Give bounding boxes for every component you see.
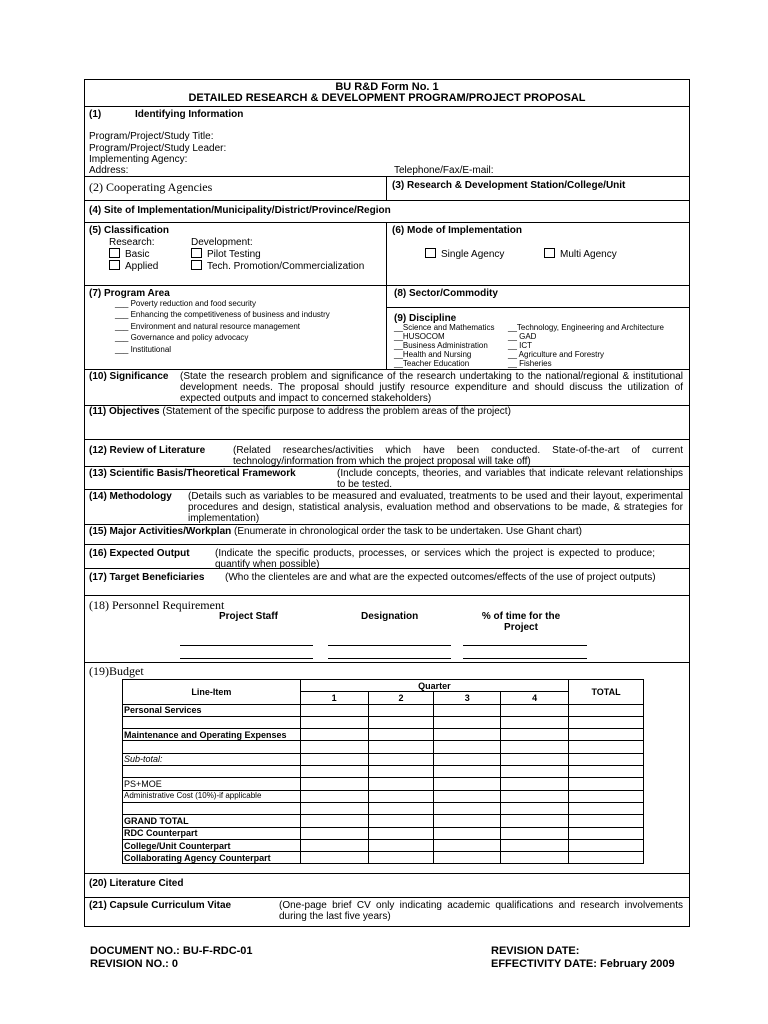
program-area-item: ___ Institutional (115, 345, 172, 354)
section-program-area-row (85, 286, 689, 370)
form-header (85, 80, 689, 107)
column-divider (386, 223, 387, 370)
budget-row-label: Personal Services (123, 704, 301, 716)
budget-row (123, 704, 644, 716)
program-area-item: ___ Environment and natural resource management (115, 322, 300, 331)
section-14-text: (Details such as variables to be measured and evaluated, treatments to be used and their layout, experimental procedures and design, statistical analysis, evaluation method and observations to be made, & strategies for implementation) (188, 491, 683, 524)
budget-row (123, 778, 644, 790)
budget-row-label (123, 716, 301, 728)
section-16-text: (Indicate the specific products, processes, or services which the project is expected to produce; quantify when possible) (215, 548, 655, 570)
section-8-title: (8) Sector/Commodity (394, 288, 498, 299)
budget-row (123, 815, 644, 827)
line-item-header: Line-Item (123, 680, 301, 705)
basic-checkbox[interactable] (109, 248, 120, 258)
section-curriculum-vitae (85, 898, 689, 926)
section-cooperating-agencies-row (85, 177, 689, 201)
quarter-4-header: 4 (501, 692, 569, 704)
section-scientific-basis (85, 467, 689, 490)
multi-agency-checkbox[interactable] (544, 248, 555, 258)
discipline-item: __HUSOCOM (394, 332, 445, 341)
section-target-beneficiaries (85, 569, 689, 596)
document-number: DOCUMENT NO.: BU-F-RDC-01 (90, 945, 253, 957)
section-16-label: (16) Expected Output (89, 548, 190, 559)
section-19-title: (19)Budget (89, 664, 144, 678)
section-13-text: (Include concepts, theories, and variables that indicate relevant relationships to be tested. (337, 468, 683, 490)
budget-row (123, 729, 644, 741)
address-field-label: Address: (89, 165, 129, 176)
section-4-title: (4) Site of Implementation/Municipality/District/Province/Region (89, 205, 391, 216)
total-header: TOTAL (569, 680, 644, 705)
section-15-line: (15) Major Activities/Workplan (Enumerate in chronological order the task to be undertaken. Use Ghant chart) (89, 526, 583, 537)
quarter-2-header: 2 (368, 692, 434, 704)
project-staff-header: Project Staff (219, 611, 278, 622)
discipline-item: __ Agriculture and Forestry (508, 350, 605, 359)
proposal-form (84, 79, 690, 927)
applied-option[interactable]: Applied (109, 260, 158, 272)
quarter-3-header: 3 (434, 692, 501, 704)
percent-blank-line[interactable] (463, 645, 587, 646)
telephone-field-label: Telephone/Fax/E-mail: (394, 165, 494, 176)
budget-row-label (123, 766, 301, 778)
budget-row (123, 852, 644, 864)
budget-row-label (123, 741, 301, 753)
agency-field-label: Implementing Agency: (89, 154, 188, 165)
section-21-label: (21) Capsule Curriculum Vitae (89, 900, 232, 911)
discipline-item: __ GAD (508, 332, 537, 341)
staff-blank-line[interactable] (180, 658, 313, 659)
pilot-testing-checkbox[interactable] (191, 248, 202, 258)
budget-row-label: Maintenance and Operating Expenses (123, 729, 301, 741)
program-area-item: ___ Enhancing the competitiveness of business and industry (115, 310, 330, 319)
budget-row-label: Sub-total: (123, 753, 301, 765)
applied-checkbox[interactable] (109, 260, 120, 270)
budget-row (123, 741, 644, 753)
tech-promotion-checkbox[interactable] (191, 260, 202, 270)
section-expected-output (85, 545, 689, 569)
discipline-item: __Technology, Engineering and Architecture (508, 323, 664, 332)
budget-row (123, 827, 644, 839)
section-18-title: (18) Personnel Requirement (89, 598, 225, 612)
effectivity-date: EFFECTIVITY DATE: February 2009 (491, 958, 675, 970)
discipline-item: __Teacher Education (394, 359, 470, 368)
section-14-label: (14) Methodology (89, 491, 172, 502)
designation-blank-line[interactable] (328, 645, 451, 646)
section-20-title: (20) Literature Cited (89, 878, 184, 889)
section-12-label: (12) Review of Literature (89, 445, 206, 456)
section-17-label: (17) Target Beneficiaries (89, 572, 205, 583)
pilot-testing-option[interactable]: Pilot Testing (191, 248, 261, 260)
section-7-title: (7) Program Area (89, 288, 170, 299)
percent-time-header: % of time for the Project (481, 611, 561, 633)
section-identifying-information (85, 107, 689, 177)
section-21-text: (One-page brief CV only indicating academic qualifications and research involvements during the last five years) (279, 900, 683, 922)
quarter-1-header: 1 (300, 692, 368, 704)
section-10-text: (State the research problem and significance of the research undertaking to the national/regional & institutional development needs. The proposal should justify resource expenditure and should discuss the utilization of expected outputs and impact to concerned stakeholders) (180, 371, 683, 404)
section-significance (85, 370, 689, 406)
percent-blank-line[interactable] (463, 658, 587, 659)
column-divider (386, 177, 387, 201)
section-site (85, 201, 689, 223)
basic-option[interactable]: Basic (109, 248, 149, 260)
section-classification-row (85, 223, 689, 286)
program-area-item: ___ Poverty reduction and food security (115, 299, 256, 308)
leader-field-label: Program/Project/Study Leader: (89, 143, 227, 154)
revision-number: REVISION NO.: 0 (90, 958, 179, 970)
budget-row (123, 790, 644, 802)
discipline-item: __ ICT (508, 341, 533, 350)
form-title: DETAILED RESEARCH & DEVELOPMENT PROGRAM/PROJECT PROPOSAL (188, 92, 586, 104)
sector-divider (386, 307, 689, 308)
program-area-item: ___ Governance and policy advocacy (115, 333, 249, 342)
section-methodology (85, 490, 689, 525)
budget-row (123, 766, 644, 778)
staff-blank-line[interactable] (180, 645, 313, 646)
section-objectives (85, 406, 689, 440)
budget-row-label: RDC Counterpart (123, 827, 301, 839)
title-field-label: Program/Project/Study Title: (89, 131, 214, 142)
section-6-title: (6) Mode of Implementation (392, 225, 522, 236)
section-review-of-literature (85, 440, 689, 467)
section-2-title: (2) Cooperating Agencies (89, 180, 213, 194)
section-13-label: (13) Scientific Basis/Theoretical Framework (89, 468, 296, 479)
section-workplan (85, 525, 689, 545)
budget-row (123, 753, 644, 765)
single-agency-option[interactable]: Single Agency (425, 248, 504, 260)
quarter-header: Quarter (300, 680, 568, 692)
section-12-text: (Related researches/activities which have been conducted. State-of-the-art of current technology/information from which the project proposal will take off) (233, 445, 683, 467)
section-1-number: (1) (89, 109, 102, 120)
section-5-title: (5) Classification (89, 225, 170, 236)
budget-row-label: PS+MOE (123, 778, 301, 790)
budget-table (122, 679, 644, 864)
section-literature-cited (85, 874, 689, 898)
single-agency-checkbox[interactable] (425, 248, 436, 258)
section-personnel-requirement (85, 596, 689, 663)
budget-row-label (123, 802, 301, 814)
discipline-item: __Health and Nursing (394, 350, 472, 359)
section-17-text: (Who the clienteles are and what are the expected outcomes/effects of the use of project outputs) (225, 572, 656, 583)
revision-date: REVISION DATE: (491, 945, 580, 957)
development-label: Development: (191, 237, 253, 248)
form-number: BU R&D Form No. 1 (335, 81, 439, 93)
designation-header: Designation (361, 611, 419, 622)
budget-row (123, 716, 644, 728)
budget-row-label: Collaborating Agency Counterpart (123, 852, 301, 864)
budget-row-label: GRAND TOTAL (123, 815, 301, 827)
research-label: Research: (109, 237, 155, 248)
section-3-title: (3) Research & Development Station/College/Unit (392, 180, 626, 191)
budget-row (123, 839, 644, 851)
multi-agency-option[interactable]: Multi Agency (544, 248, 617, 260)
designation-blank-line[interactable] (328, 658, 451, 659)
section-11-line: (11) Objectives (Statement of the specific purpose to address the problem areas of the project) (89, 406, 511, 417)
section-1-title: Identifying Information (135, 109, 244, 120)
discipline-item: __Business Administration (394, 341, 488, 350)
tech-promotion-option[interactable]: Tech. Promotion/Commercialization (191, 260, 364, 272)
budget-row-label: College/Unit Counterpart (123, 839, 301, 851)
discipline-item: __ Fisheries (508, 359, 552, 368)
budget-row-label: Administrative Cost (10%)-if applicable (123, 790, 301, 802)
budget-row (123, 802, 644, 814)
discipline-item: __Science and Mathematics (394, 323, 495, 332)
section-10-label: (10) Significance (89, 371, 169, 382)
section-9-title: (9) Discipline (394, 313, 457, 324)
